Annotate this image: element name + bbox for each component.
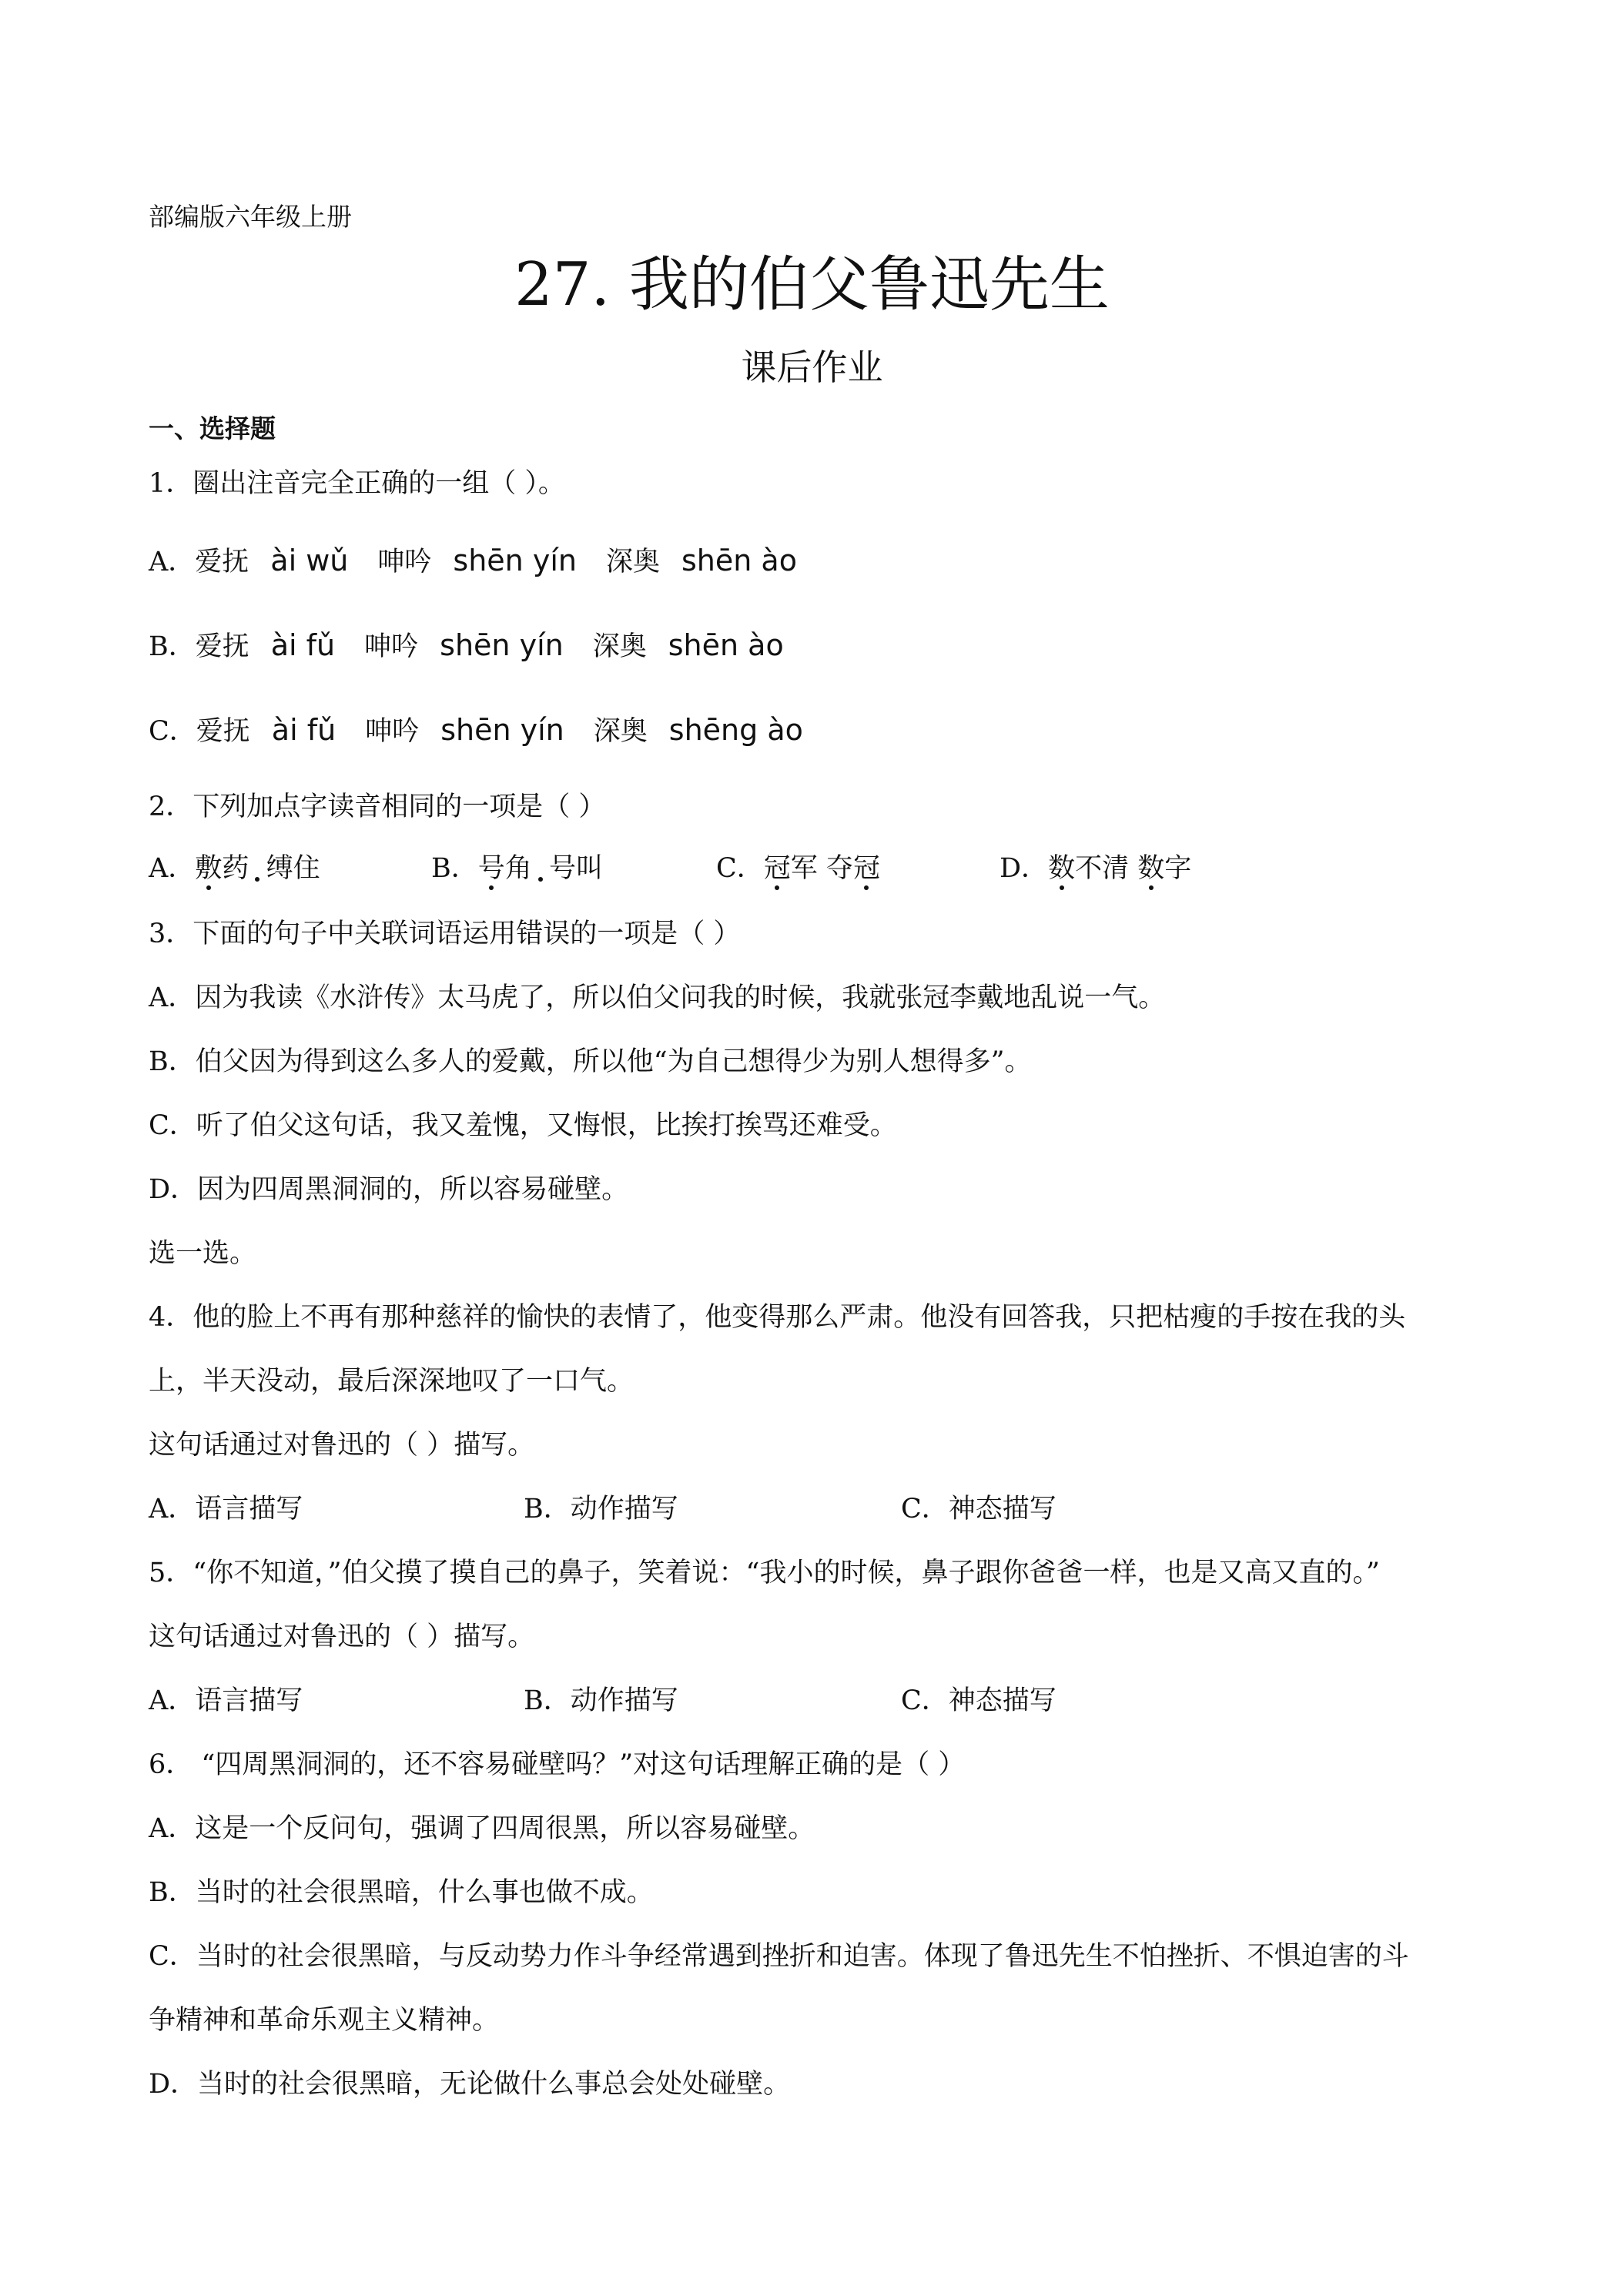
q5-option-c: C．神态描写 <box>901 1685 1056 1716</box>
word: 爱抚 <box>195 547 249 577</box>
option-text <box>195 853 320 884</box>
option-label: B． <box>431 853 478 884</box>
q4-line-1: 4．他的脸上不再有那种慈祥的愉快的表情了，他变得那么严肃。他没有回答我，只把枯瘦的手按在我的头 <box>149 1302 1406 1333</box>
q2-option-b <box>431 852 603 885</box>
char <box>1129 853 1137 884</box>
word: 深奥 <box>592 631 647 662</box>
char: 住 <box>293 853 320 884</box>
pinyin: ài fǔ <box>271 713 337 747</box>
q1-stem: 1．圈出注音完全正确的一组（ ）。 <box>149 468 565 499</box>
char: 号 <box>549 853 577 884</box>
instruction: 选一选。 <box>149 1238 257 1269</box>
word: 呻吟 <box>365 716 420 747</box>
option-label: A． <box>149 547 196 577</box>
emphasized-char: 数 <box>1048 853 1076 884</box>
q4-option-b: B．动作描写 <box>524 1494 678 1525</box>
q6-option-c: C．当时的社会很黑暗，与反动势力作斗争经常遇到挫折和迫害。体现了鲁迅先生不怕挫折、不惧迫害的斗 <box>149 1941 1409 1972</box>
word: 爱抚 <box>195 631 249 662</box>
q3-option-a: A．因为我读《水浒传》太马虎了，所以伯父问我的时候，我就张冠李戴地乱说一气。 <box>149 982 1166 1013</box>
grade-label: 部编版六年级上册 <box>149 202 352 232</box>
pinyin: shēn yín <box>440 628 564 662</box>
word: 呻吟 <box>377 547 432 577</box>
q3-option-b: B．伯父因为得到这么多人的爱戴，所以他“为自己想得少为别人想得多”。 <box>149 1046 1032 1077</box>
pinyin: ài fǔ <box>270 628 336 662</box>
option-label: C． <box>716 853 764 884</box>
option-label: B． <box>149 631 196 662</box>
option-text <box>478 853 603 884</box>
option-label: C． <box>149 716 196 747</box>
q2-option-a <box>149 852 320 885</box>
emphasized-char: 数 <box>1137 853 1165 884</box>
q1-option-b <box>149 628 784 664</box>
word: 呻吟 <box>364 631 419 662</box>
char: 夺 <box>825 853 853 884</box>
q4-line-2: 上，半天没动，最后深深地叹了一口气。 <box>149 1366 635 1397</box>
q5-option-b: B．动作描写 <box>524 1685 678 1716</box>
char: 角 <box>504 853 532 884</box>
emphasized-char: 敷 <box>195 853 223 884</box>
q6-option-a: A．这是一个反问句，强调了四周很黑，所以容易碰壁。 <box>149 1813 815 1844</box>
q2-option-c <box>716 852 880 885</box>
char: 清 <box>1102 853 1130 884</box>
char: 缚 <box>266 853 293 884</box>
char: 药 <box>222 853 249 884</box>
page-title: 27. 我的伯父鲁迅先生 <box>514 250 1110 320</box>
char: 不 <box>1075 853 1103 884</box>
option-label: D． <box>1000 853 1049 884</box>
word: 深奥 <box>605 547 660 577</box>
q2-option-d <box>1000 852 1191 885</box>
pinyin: shēng ào <box>668 713 803 747</box>
char <box>818 853 826 884</box>
q3-stem: 3．下面的句子中关联词语运用错误的一项是（ ） <box>149 919 741 949</box>
option-label: A． <box>149 853 196 884</box>
q3-option-c: C．听了伯父这句话，我又羞愧，又悔恨，比挨打挨骂还难受。 <box>149 1110 897 1141</box>
pinyin: shēn ào <box>681 544 797 577</box>
section-heading: 一、选择题 <box>149 413 276 443</box>
q4-option-a: A．语言描写 <box>149 1494 303 1525</box>
char: 叫 <box>576 853 604 884</box>
page-subtitle: 课后作业 <box>741 346 883 388</box>
q4-prompt: 这句话通过对鲁迅的（ ）描写。 <box>149 1430 535 1461</box>
pinyin: shēn ào <box>668 628 784 662</box>
q1-option-a <box>149 544 797 579</box>
q6-option-b: B．当时的社会很黑暗，什么事也做不成。 <box>149 1877 654 1908</box>
emphasized-char: 号 <box>477 853 505 884</box>
pinyin: shēn yín <box>453 544 577 577</box>
char: 字 <box>1164 853 1192 884</box>
q6-option-c-cont: 争精神和革命乐观主义精神。 <box>149 2005 500 2036</box>
word: 深奥 <box>593 716 648 747</box>
q6-option-d: D．当时的社会很黑暗，无论做什么事总会处处碰壁。 <box>149 2069 791 2100</box>
option-text <box>1048 853 1191 884</box>
pinyin: shēn yín <box>440 713 564 747</box>
q1-option-c <box>149 713 803 748</box>
q5-option-a: A．语言描写 <box>149 1685 303 1716</box>
word: 爱抚 <box>196 716 250 747</box>
q4-option-c: C．神态描写 <box>901 1494 1056 1525</box>
option-text <box>764 853 880 884</box>
q2-stem: 2．下列加点字读音相同的一项是（ ） <box>149 792 606 822</box>
q6-stem: 6． “四周黑洞洞的，还不容易碰壁吗？”对这句话理解正确的是（ ） <box>149 1749 966 1780</box>
char: 军 <box>790 853 818 884</box>
emphasized-char: 冠 <box>852 853 880 884</box>
emphasized-char: 冠 <box>763 853 791 884</box>
pinyin: ài wǔ <box>270 544 349 577</box>
q3-option-d: D．因为四周黑洞洞的，所以容易碰壁。 <box>149 1174 629 1205</box>
q5-prompt: 这句话通过对鲁迅的（ ）描写。 <box>149 1622 535 1652</box>
q5-line-1: 5．“你不知道，”伯父摸了摸自己的鼻子，笑着说：“我小的时候，鼻子跟你爸爸一样，也是又高又直的。” <box>149 1558 1380 1588</box>
